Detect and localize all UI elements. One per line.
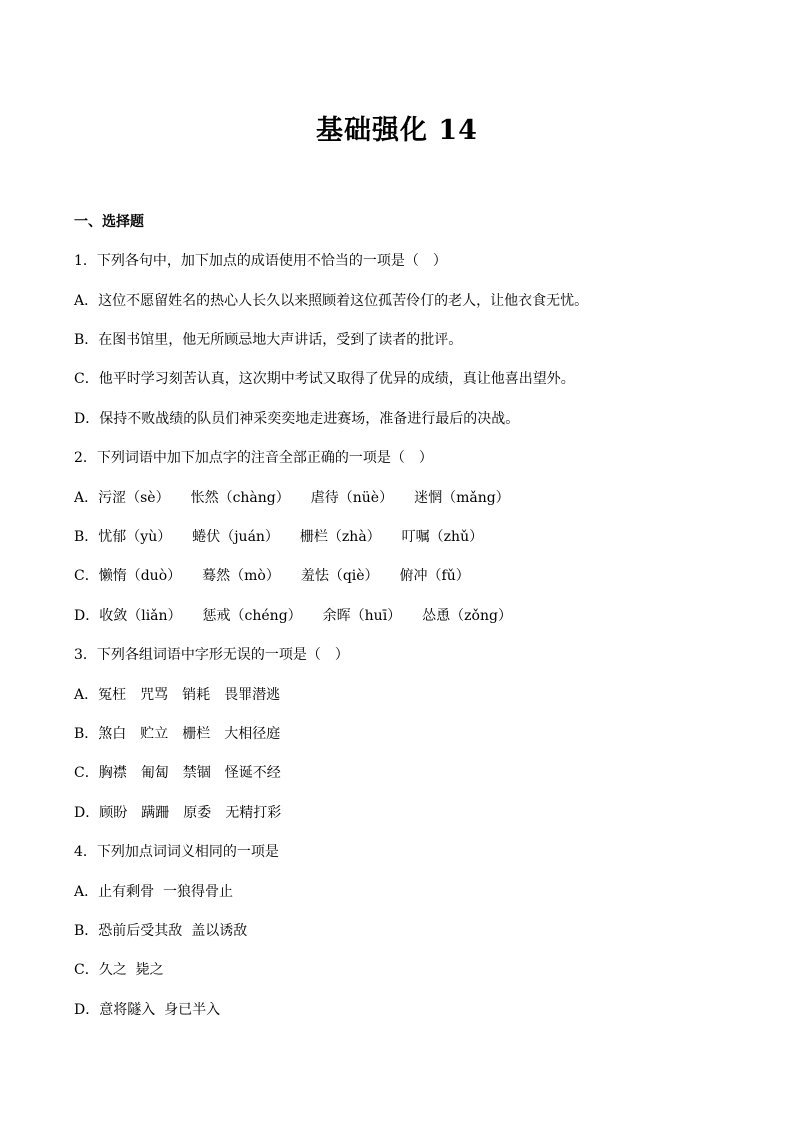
question-3-option-c: C．胸襟 匍匐 禁锢 怪诞不经 [74,765,281,781]
question-1-option-b: B．在图书馆里，他无所顾忌地大声讲话，受到了读者的批评。 [74,332,463,348]
question-4-option-d: D．意将隧入 身已半入 [74,1002,221,1018]
question-4-stem: 4．下列加点词词义相同的一项是 [74,844,279,860]
question-2-option-d: D．收敛（liǎn） 惩戒（chéng） 余晖（huī） 怂恿（zǒng） [74,608,512,624]
question-3-option-a: A．冤枉 咒骂 销耗 畏罪潜逃 [74,687,281,703]
question-3-stem: 3．下列各组词语中字形无误的一项是（ ） [74,647,349,663]
question-1-stem: 1．下列各句中，加下加点的成语使用不恰当的一项是（ ） [74,253,447,269]
question-2-option-c: C．懒惰（duò） 蓦然（mò） 羞怯（qiè） 俯冲（fǔ） [74,568,470,584]
section-heading: 一、选择题 [74,214,144,230]
page-title: 基础强化 14 [316,115,478,146]
question-1-option-d: D．保持不败战绩的队员们神采奕奕地走进赛场，准备进行最后的决战。 [74,411,520,427]
question-4-option-a: A．止有剩骨 一狼得骨止 [74,884,234,900]
question-2-option-b: B．忧郁（yù） 蜷伏（juán） 栅栏（zhà） 叮嘱（zhǔ） [74,529,484,545]
question-3-option-b: B．煞白 贮立 栅栏 大相径庭 [74,726,281,742]
question-2-stem: 2．下列词语中加下加点字的注音全部正确的一项是（ ） [74,450,433,466]
question-1-option-c: C．他平时学习刻苦认真，这次期中考试又取得了优异的成绩，真让他喜出望外。 [74,371,575,387]
question-1-option-a: A．这位不愿留姓名的热心人长久以来照顾着这位孤苦伶仃的老人，让他衣食无忧。 [74,293,589,309]
question-4-option-b: B．恐前后受其敌 盖以诱敌 [74,923,248,939]
question-2-option-a: A．污涩（sè） 怅然（chàng） 虐待（nüè） 迷惘（mǎng） [74,490,510,506]
question-3-option-d: D．顾盼 蹒跚 原委 无精打彩 [74,805,282,821]
question-4-option-c: C．久之 毙之 [74,962,164,978]
